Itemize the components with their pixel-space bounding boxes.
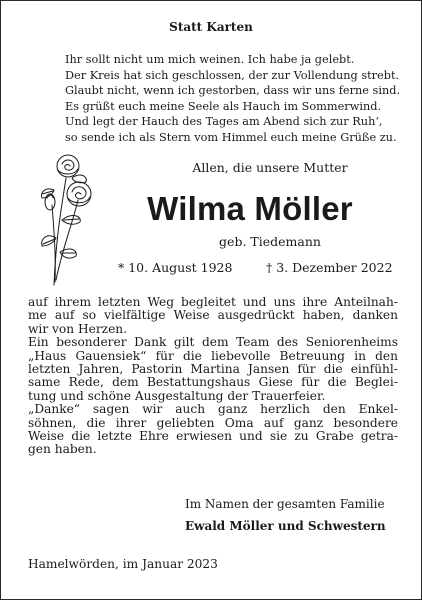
body-word: ausgedrückt [217, 308, 295, 323]
body-word: Betreuung [279, 348, 345, 363]
body-word: Gauensiek“ [75, 348, 147, 363]
body-word: ihrer [115, 415, 147, 430]
body-word: sie [269, 428, 288, 443]
poem-line: so sende ich als Stern vom Himmel euch meine Grüße zu. [65, 130, 397, 144]
birth-date: * 10. August 1928 [118, 260, 233, 275]
body-word: Anteilnah- [334, 295, 398, 309]
body-line [28, 309, 398, 322]
body-line [28, 323, 398, 336]
body-word: Jahren, [78, 361, 124, 376]
body-word: Team [236, 335, 270, 350]
body-word: besonderer [56, 335, 127, 350]
body-word: wir [142, 402, 163, 417]
body-word: Enkel- [358, 402, 398, 417]
body-word: me [28, 308, 47, 323]
body-word: in [354, 348, 366, 363]
body-word: dem [112, 375, 139, 390]
body-word: Grabe [315, 428, 354, 443]
body-word: erwiesen [176, 428, 232, 443]
body-word: für [297, 361, 316, 376]
body-word: gilt [173, 335, 195, 350]
body-word: auf [54, 308, 75, 323]
body-word: ganz [217, 402, 248, 417]
body-word: Martina [190, 361, 240, 376]
body-line [28, 376, 398, 389]
body-word: den [322, 402, 346, 417]
body-word: letzten [28, 361, 71, 376]
body-word: herzlich [260, 402, 310, 417]
body-word: Seniorenheims [305, 335, 398, 350]
body-word: die [86, 415, 106, 430]
body-word: den [375, 348, 398, 363]
body-word: Ein [28, 335, 49, 350]
birth-name: geb. Tiedemann [219, 234, 321, 249]
body-word: für [301, 375, 320, 390]
body-word: Beglei- [354, 375, 398, 390]
body-word: so [82, 308, 97, 323]
body-line-text: tung und schöne Ausgestaltung der Trauerfeier. [28, 388, 326, 403]
body-word: die [327, 375, 347, 390]
body-word: ganz [293, 415, 324, 430]
death-date: † 3. Dezember 2022 [266, 260, 393, 275]
body-word: Jansen [248, 361, 290, 376]
body-word: Weg [147, 295, 175, 309]
body-word: auch [175, 402, 206, 417]
body-line [28, 390, 398, 403]
body-word: liebevolle [211, 348, 271, 363]
body-word: Weise [28, 428, 65, 443]
body-word: vielfältige [104, 308, 166, 323]
body-line [28, 403, 398, 416]
body-word: getra- [360, 428, 398, 443]
body-word: ihre [302, 295, 328, 309]
body-word: söhnen, [28, 415, 77, 430]
body-word: geliebten [156, 415, 215, 430]
body-line-text: wir von Herzen. [28, 321, 127, 336]
body-word: auf [263, 415, 284, 430]
body-word: haben, [302, 308, 345, 323]
body-word: des [276, 335, 299, 350]
body-word: die [323, 361, 343, 376]
poem-line: Es grüßt euch meine Seele als Hauch im Sommerwind. [65, 99, 382, 113]
poem-line: Ihr sollt nicht um mich weinen. Ich habe ja gelebt. [65, 53, 355, 66]
gratitude-text [28, 296, 398, 457]
body-word: Oma [224, 415, 254, 430]
body-word: Bestattungshaus [146, 375, 251, 390]
place-date: Hamelwörden, im Januar 2023 [28, 557, 218, 571]
body-word: und [239, 428, 263, 443]
body-word: und [242, 295, 267, 309]
body-word: ihrem [54, 295, 92, 309]
body-word: letzte [97, 428, 132, 443]
body-word: Ehre [139, 428, 169, 443]
body-word: „Danke“ [28, 402, 81, 417]
intro-text: Allen, die unsere Mutter [192, 160, 348, 175]
body-word: „Haus [28, 348, 67, 363]
body-line-text: gen haben. [28, 442, 97, 457]
body-word: auf [28, 295, 48, 309]
body-line [28, 443, 398, 456]
body-line [28, 417, 398, 430]
body-word: dem [201, 335, 229, 350]
body-word: Pastorin [131, 361, 183, 376]
body-word: einfühl- [350, 361, 398, 376]
body-word: Dank [134, 335, 167, 350]
poem [65, 52, 405, 145]
body-line [28, 430, 398, 443]
poem-line: Und legt der Hauch des Tages am Abend sich zur Ruh‘, [65, 115, 383, 128]
body-word: Weise [173, 308, 210, 323]
body-word: die [71, 428, 91, 443]
deceased-name: Wilma Möller [147, 190, 353, 227]
body-word: sagen [92, 402, 130, 417]
signature-intro: Im Namen der gesamten Familie [185, 497, 385, 511]
poem-line: Der Kreis hat sich geschlossen, der zur Vollendung strebt. [65, 68, 400, 82]
body-word: uns [273, 295, 296, 309]
body-line [28, 350, 398, 363]
body-word: besondere [333, 415, 398, 430]
body-word: für [155, 348, 174, 363]
body-word: danken [352, 308, 398, 323]
header-title: Statt Karten [169, 20, 253, 34]
signature-names: Ewald Möller und Schwestern [185, 519, 386, 533]
body-line [28, 336, 398, 349]
body-word: same [28, 375, 61, 390]
body-word: zu [294, 428, 309, 443]
body-word: die [182, 348, 202, 363]
body-word: letzten [98, 295, 141, 309]
poem-line: Glaubt nicht, wenn ich gestorben, dass wir uns ferne sind. [65, 84, 401, 97]
body-line [28, 296, 398, 309]
body-word: begleitet [181, 295, 236, 309]
body-line [28, 363, 398, 376]
body-word: Rede, [68, 375, 104, 390]
body-word: Giese [258, 375, 293, 390]
